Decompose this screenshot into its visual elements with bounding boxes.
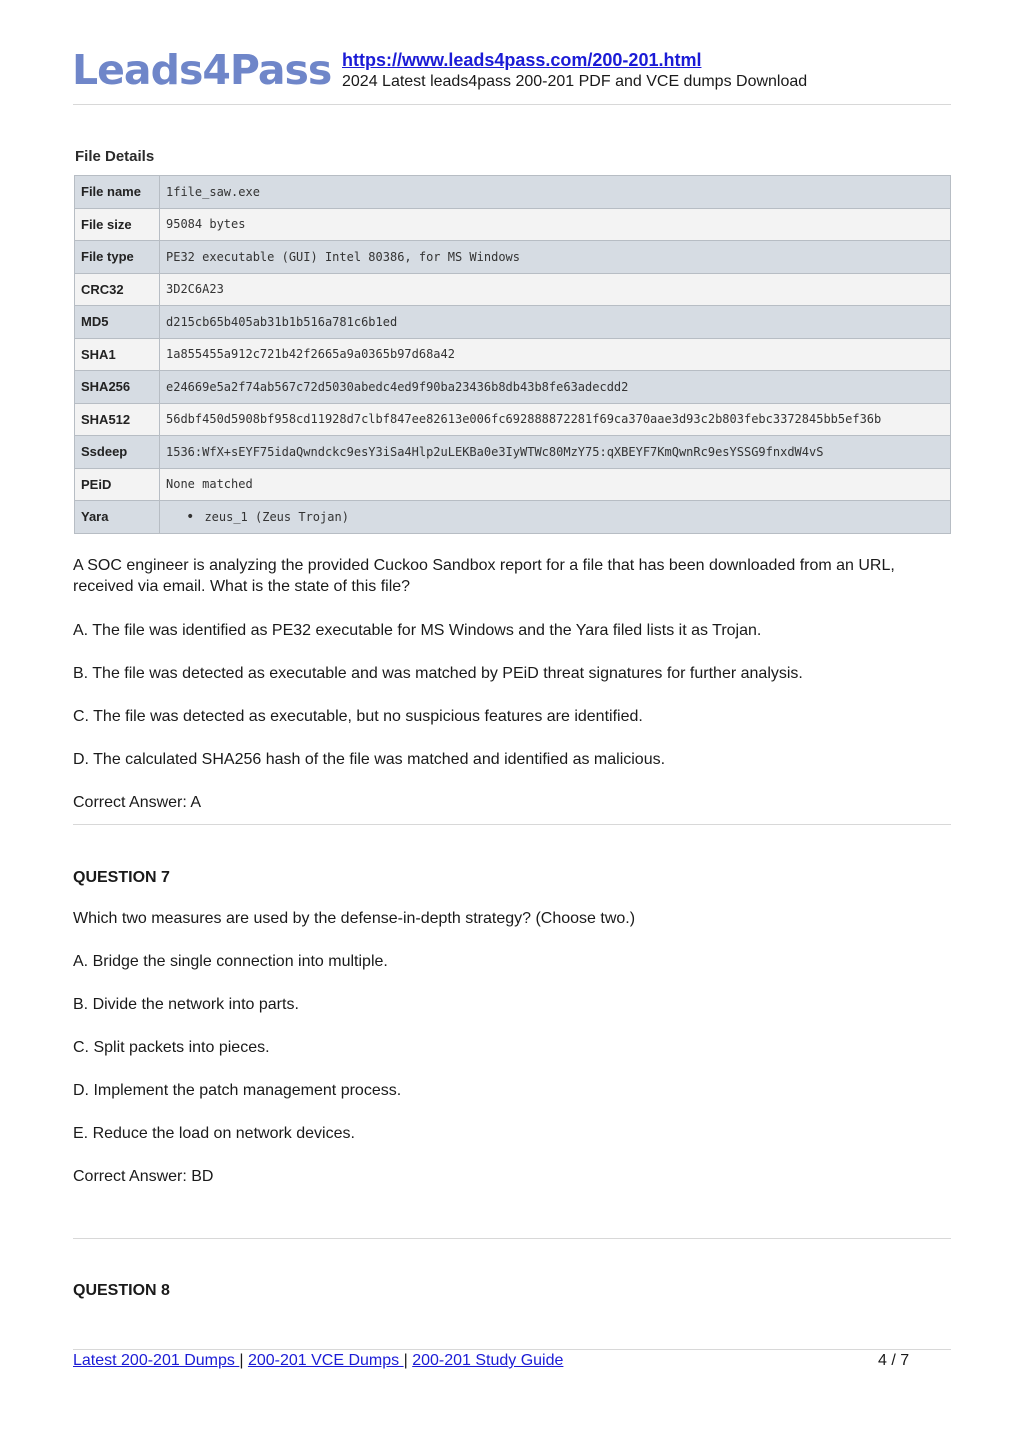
file-details-row	[75, 208, 951, 241]
file-details-key: SHA1	[75, 338, 160, 371]
header-divider	[73, 104, 951, 105]
file-details-key: SHA256	[75, 371, 160, 404]
footer-separator: |	[403, 1352, 413, 1369]
file-details-value: PE32 executable (GUI) Intel 80386, for MS Windows	[160, 241, 951, 274]
header-url-link[interactable]: https://www.leads4pass.com/200-201.html	[342, 50, 702, 70]
file-details-key: MD5	[75, 306, 160, 339]
q7-divider	[73, 1238, 951, 1239]
q7-option-e: E. Reduce the load on network devices.	[73, 1125, 355, 1142]
q7-heading: QUESTION 7	[73, 869, 170, 886]
q7-option-d: D. Implement the patch management process.	[73, 1082, 402, 1099]
file-details-value: 56dbf450d5908bf958cd11928d7clbf847ee82613e006fc692888872281f69ca370aae3d93c2b803febc3372845bb5ef36b	[160, 403, 951, 436]
footer-links	[73, 1352, 563, 1370]
leads4pass-logo: Leads4Pass	[72, 46, 332, 94]
q7-correct-answer: Correct Answer: BD	[73, 1168, 214, 1185]
q7-option-a: A. Bridge the single connection into multiple.	[73, 953, 388, 970]
file-details-row	[75, 403, 951, 436]
file-details-key: File type	[75, 241, 160, 274]
file-details-row	[75, 176, 951, 209]
file-details-table	[74, 175, 951, 534]
q6-stem-line1: A SOC engineer is analyzing the provided Cuckoo Sandbox report for a file that has been downloaded from an URL,	[73, 557, 895, 574]
q6-option-b: B. The file was detected as executable and was matched by PEiD threat signatures for further analysis.	[73, 665, 803, 682]
file-details-row	[75, 306, 951, 339]
file-details-value: 95084 bytes	[160, 208, 951, 241]
file-details-row	[75, 501, 951, 534]
q6-option-c: C. The file was detected as executable, but no suspicious features are identified.	[73, 708, 643, 725]
footer-separator: |	[239, 1352, 248, 1369]
footer-divider	[73, 1349, 951, 1350]
file-details-key: File name	[75, 176, 160, 209]
page-number: 4 / 7	[878, 1352, 910, 1369]
q6-correct-answer: Correct Answer: A	[73, 794, 202, 811]
footer-link-latest-dumps[interactable]: Latest 200-201 Dumps	[73, 1352, 240, 1369]
file-details-row	[75, 371, 951, 404]
q8-heading: QUESTION 8	[73, 1282, 170, 1299]
q6-option-d: D. The calculated SHA256 hash of the file was matched and identified as malicious.	[73, 751, 666, 768]
q7-option-b: B. Divide the network into parts.	[73, 996, 299, 1013]
file-details-row	[75, 273, 951, 306]
file-details-value: 1file_saw.exe	[160, 176, 951, 209]
file-details-key: PEiD	[75, 468, 160, 501]
file-details-key: CRC32	[75, 273, 160, 306]
q6-stem-line2: received via email. What is the state of this file?	[73, 578, 411, 595]
file-details-key: Yara	[75, 501, 160, 534]
q6-option-a: A. The file was identified as PE32 executable for MS Windows and the Yara filed lists it as Trojan.	[73, 622, 762, 639]
file-details-value: 1536:WfX+sEYF75idaQwndckc9esY3iSa4Hlp2uLEKBa0e3IyWTWc80MzY75:qXBEYF7KmQwnRc9esYSSG9fnxdW4vS	[160, 436, 951, 469]
footer-link-study-guide[interactable]: 200-201 Study Guide	[412, 1352, 564, 1369]
file-details-value: 3D2C6A23	[160, 273, 951, 306]
q7-stem: Which two measures are used by the defense-in-depth strategy? (Choose two.)	[73, 910, 636, 927]
file-details-row	[75, 436, 951, 469]
q7-option-c: C. Split packets into pieces.	[73, 1039, 270, 1056]
q6-stem	[73, 555, 895, 597]
file-details-row	[75, 468, 951, 501]
q6-divider	[73, 824, 951, 825]
file-details-title: File Details	[75, 148, 155, 165]
bullet-icon: •	[186, 508, 195, 525]
file-details-value	[160, 501, 951, 534]
file-details-key: File size	[75, 208, 160, 241]
file-details-value: 1a855455a912c721b42f2665a9a0365b97d68a42	[160, 338, 951, 371]
file-details-row	[75, 241, 951, 274]
file-details-value: None matched	[160, 468, 951, 501]
header-subtitle: 2024 Latest leads4pass 200-201 PDF and VCE dumps Download	[342, 73, 808, 90]
file-details-value: d215cb65b405ab31b1b516a781c6b1ed	[160, 306, 951, 339]
file-details-key: SHA512	[75, 403, 160, 436]
footer-link-vce-dumps[interactable]: 200-201 VCE Dumps	[247, 1352, 404, 1369]
file-details-key: Ssdeep	[75, 436, 160, 469]
file-details-row	[75, 338, 951, 371]
yara-match: zeus_1 (Zeus Trojan)	[204, 509, 349, 524]
file-details-value: e24669e5a2f74ab567c72d5030abedc4ed9f90ba23436b8db43b8fe63adecdd2	[160, 371, 951, 404]
